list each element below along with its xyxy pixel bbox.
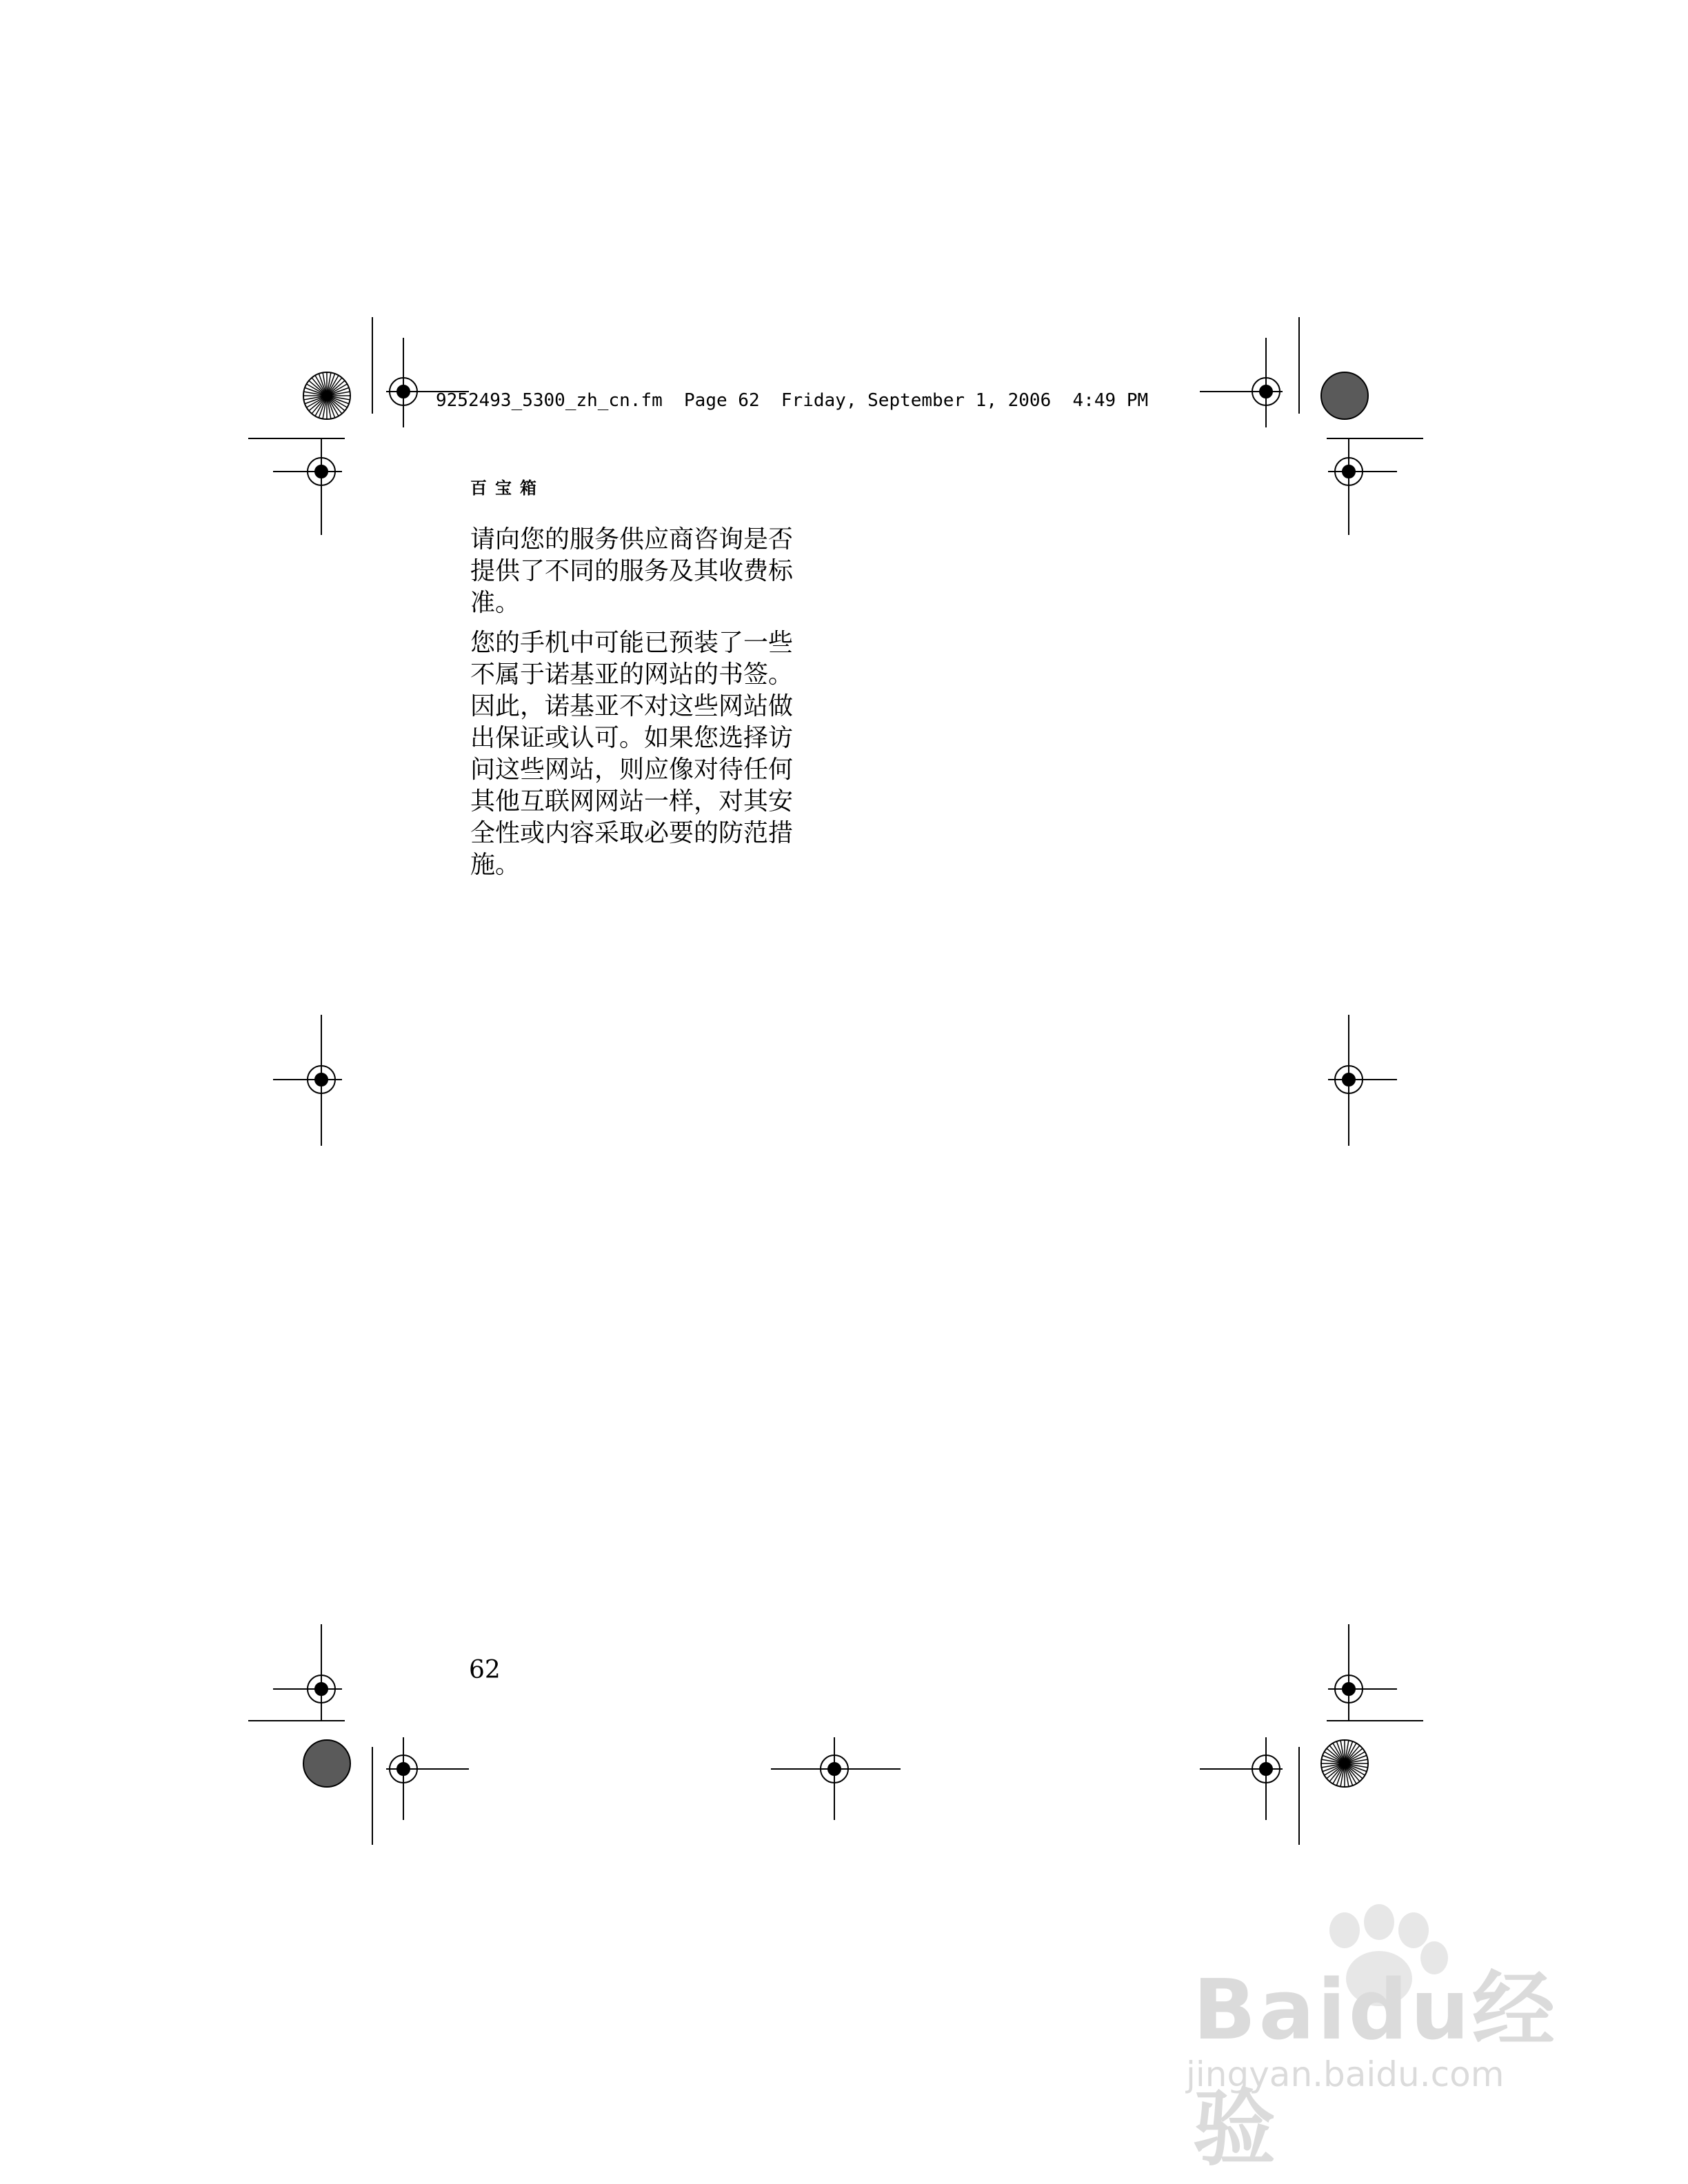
crosshair-bottom-center: [771, 1737, 901, 1820]
watermark-brand: Baidu经验: [1193, 1963, 1558, 2177]
crosshair-top-left: [386, 338, 469, 427]
print-file-header: 9252493_5300_zh_cn.fm Page 62 Friday, September 1, 2006 4:49 PM: [436, 390, 1149, 411]
crosshair-right-middle: [1328, 1015, 1397, 1146]
starburst-top-left: [303, 372, 350, 419]
starburst-bottom-right: [1321, 1740, 1368, 1787]
page-number: 62: [469, 1656, 501, 1684]
crosshair-right-lower: [1328, 1624, 1397, 1721]
crosshair-left-lower: [273, 1624, 342, 1721]
crosshair-right-upper: [1328, 438, 1397, 535]
dark-circle-bottom-left: [303, 1740, 350, 1787]
crosshair-left-upper: [273, 438, 342, 535]
dark-circle-top-right: [1321, 372, 1368, 419]
crosshair-bottom-right: [1200, 1737, 1283, 1820]
crosshair-top-right: [1200, 338, 1283, 427]
crosshair-bottom-left: [386, 1737, 469, 1820]
watermark-url: jingyan.baidu.com: [1186, 2054, 1505, 2094]
crosshair-left-middle: [273, 1015, 342, 1146]
paragraph-bookmarks-notice: 您的手机中可能已预装了一些不属于诺基亚的网站的书签。因此，诺基亚不对这些网站做出保证或认可。如果您选择访问这些网站，则应像对待任何其他互联网网站一样，对其安全性或内容采取必要的防范措施。: [470, 629, 794, 879]
section-title: 百宝箱: [470, 478, 545, 498]
body-text: [470, 524, 815, 889]
paragraph-service-provider: 请向您的服务供应商咨询是否提供了不同的服务及其收费标准。: [470, 525, 794, 617]
watermark: [1172, 1903, 1614, 2177]
